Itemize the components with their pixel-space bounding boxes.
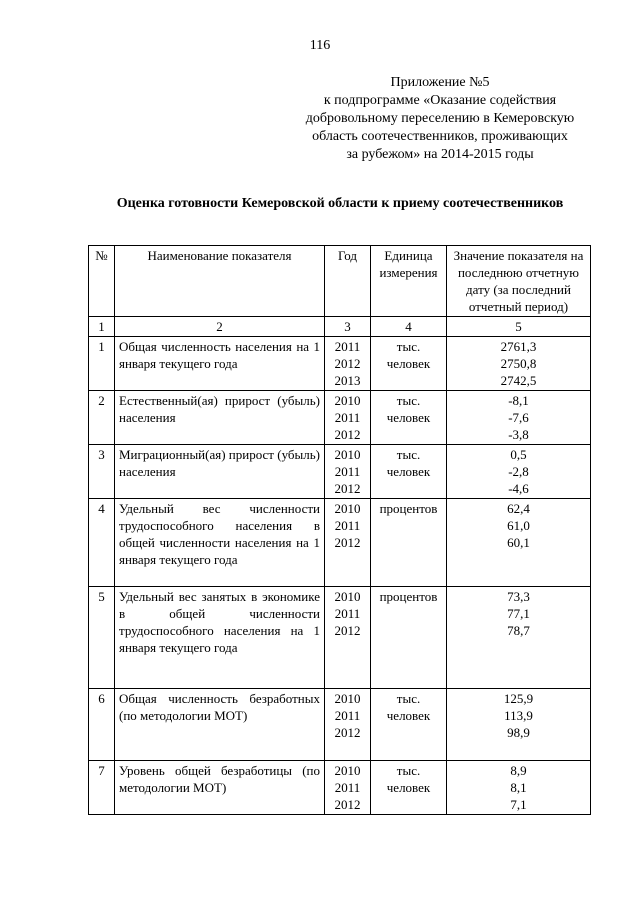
table-row	[89, 445, 591, 499]
year-value: 2012	[334, 797, 361, 812]
unit-line: процентов	[379, 589, 438, 604]
year-value: 2011	[334, 780, 361, 795]
value-cell	[447, 499, 591, 587]
appendix-line: область соотечественников, проживающих	[312, 129, 568, 144]
header-value: Значение показателя на последнюю отчетную дату (за последний отчетный период)	[447, 246, 591, 317]
header-year: Год	[325, 246, 371, 317]
unit-line: тыс.	[396, 393, 421, 408]
year-value: 2010	[334, 691, 361, 706]
unit-line: тыс.	[396, 339, 421, 354]
header-num: №	[89, 246, 115, 317]
row-number: 6	[89, 689, 115, 761]
year-value: 2012	[334, 427, 361, 442]
year-cell	[325, 499, 371, 587]
unit-line: человек	[386, 708, 431, 723]
unit-line: процентов	[379, 501, 438, 516]
indicator-value: 77,1	[507, 606, 530, 621]
year-value: 2013	[334, 373, 361, 388]
indicators-table	[88, 245, 591, 815]
year-cell	[325, 337, 371, 391]
row-number: 4	[89, 499, 115, 587]
indicator-value: 7,1	[510, 797, 527, 812]
unit-cell	[371, 689, 447, 761]
indicator-value: 62,4	[507, 501, 530, 516]
unit-line: тыс.	[396, 691, 421, 706]
indicator-value: 2742,5	[500, 373, 537, 388]
year-value: 2011	[334, 339, 361, 354]
index-cell: 1	[89, 317, 115, 337]
indicator-value: 60,1	[507, 535, 530, 550]
header-name: Наименование показателя	[115, 246, 325, 317]
indicator-value: 8,1	[510, 780, 527, 795]
header-unit: Единица измерения	[371, 246, 447, 317]
year-cell	[325, 587, 371, 689]
year-cell	[325, 761, 371, 815]
unit-line: человек	[386, 356, 431, 371]
year-value: 2012	[334, 623, 361, 638]
unit-cell	[371, 391, 447, 445]
indicator-name: Общая численность безработных (по методологии МОТ)	[115, 689, 325, 761]
value-cell	[447, 689, 591, 761]
indicator-value: 73,3	[507, 589, 530, 604]
year-cell	[325, 391, 371, 445]
indicator-value: 8,9	[510, 763, 527, 778]
appendix-line: добровольному переселению в Кемеровскую	[305, 111, 575, 126]
column-index-row	[89, 317, 591, 337]
unit-cell	[371, 337, 447, 391]
indicator-value: 98,9	[507, 725, 530, 740]
year-value: 2010	[334, 447, 361, 462]
unit-line: тыс.	[396, 763, 421, 778]
unit-line: человек	[386, 464, 431, 479]
indicator-name: Уровень общей безработицы (по методологии МОТ)	[115, 761, 325, 815]
appendix-header	[280, 74, 600, 164]
year-value: 2011	[334, 464, 361, 479]
unit-cell	[371, 499, 447, 587]
document-title: Оценка готовности Кемеровской области к приему соотечественников	[116, 196, 564, 211]
indicator-name: Общая численность населения на 1 января текущего года	[115, 337, 325, 391]
year-value: 2012	[334, 535, 361, 550]
indicator-name: Естественный(ая) прирост (убыль) населения	[115, 391, 325, 445]
row-number: 7	[89, 761, 115, 815]
table-row	[89, 391, 591, 445]
table-row	[89, 587, 591, 689]
unit-cell	[371, 761, 447, 815]
row-number: 2	[89, 391, 115, 445]
year-value: 2011	[334, 410, 361, 425]
unit-cell	[371, 445, 447, 499]
indicator-name: Миграционный(ая) прирост (убыль) населения	[115, 445, 325, 499]
value-cell	[447, 761, 591, 815]
value-cell	[447, 391, 591, 445]
row-number: 3	[89, 445, 115, 499]
table-row	[89, 499, 591, 587]
year-value: 2010	[334, 589, 361, 604]
indicator-value: 2750,8	[500, 356, 537, 371]
indicator-value: 2761,3	[500, 339, 537, 354]
unit-line: человек	[386, 780, 431, 795]
table-row	[89, 337, 591, 391]
appendix-line: Приложение №5	[390, 75, 490, 90]
year-value: 2011	[334, 606, 361, 621]
year-value: 2010	[334, 763, 361, 778]
unit-line: тыс.	[396, 447, 421, 462]
indicator-value: 113,9	[504, 708, 533, 723]
year-value: 2011	[334, 518, 361, 533]
year-cell	[325, 445, 371, 499]
table-row	[89, 761, 591, 815]
indicator-value: 125,9	[503, 691, 534, 706]
indicator-value: 61,0	[507, 518, 530, 533]
index-cell: 2	[115, 317, 325, 337]
indicator-value: -3,8	[508, 427, 529, 442]
index-cell: 5	[447, 317, 591, 337]
year-value: 2010	[334, 501, 361, 516]
indicator-value: -2,8	[508, 464, 529, 479]
indicator-name: Удельный вес численности трудоспособного населения в общей численности населения на 1 января текущего года	[115, 499, 325, 587]
unit-line: человек	[386, 410, 431, 425]
value-cell	[447, 337, 591, 391]
table-header-row	[89, 246, 591, 317]
indicator-value: -7,6	[508, 410, 529, 425]
index-cell: 4	[371, 317, 447, 337]
appendix-line: к подпрограмме «Оказание содействия	[323, 93, 557, 108]
value-cell	[447, 445, 591, 499]
indicator-value: 0,5	[510, 447, 527, 462]
page-number: 116	[309, 38, 331, 53]
indicator-name: Удельный вес занятых в экономике в общей численности трудоспособного населения на 1 января текущего года	[115, 587, 325, 689]
indicator-value: 78,7	[507, 623, 530, 638]
year-value: 2012	[334, 356, 361, 371]
year-cell	[325, 689, 371, 761]
appendix-line: за рубежом» на 2014-2015 годы	[346, 147, 534, 162]
index-cell: 3	[325, 317, 371, 337]
row-number: 5	[89, 587, 115, 689]
year-value: 2012	[334, 481, 361, 496]
year-value: 2010	[334, 393, 361, 408]
year-value: 2011	[334, 708, 361, 723]
value-cell	[447, 587, 591, 689]
year-value: 2012	[334, 725, 361, 740]
row-number: 1	[89, 337, 115, 391]
indicator-value: -4,6	[508, 481, 529, 496]
unit-cell	[371, 587, 447, 689]
table-row	[89, 689, 591, 761]
indicator-value: -8,1	[508, 393, 529, 408]
